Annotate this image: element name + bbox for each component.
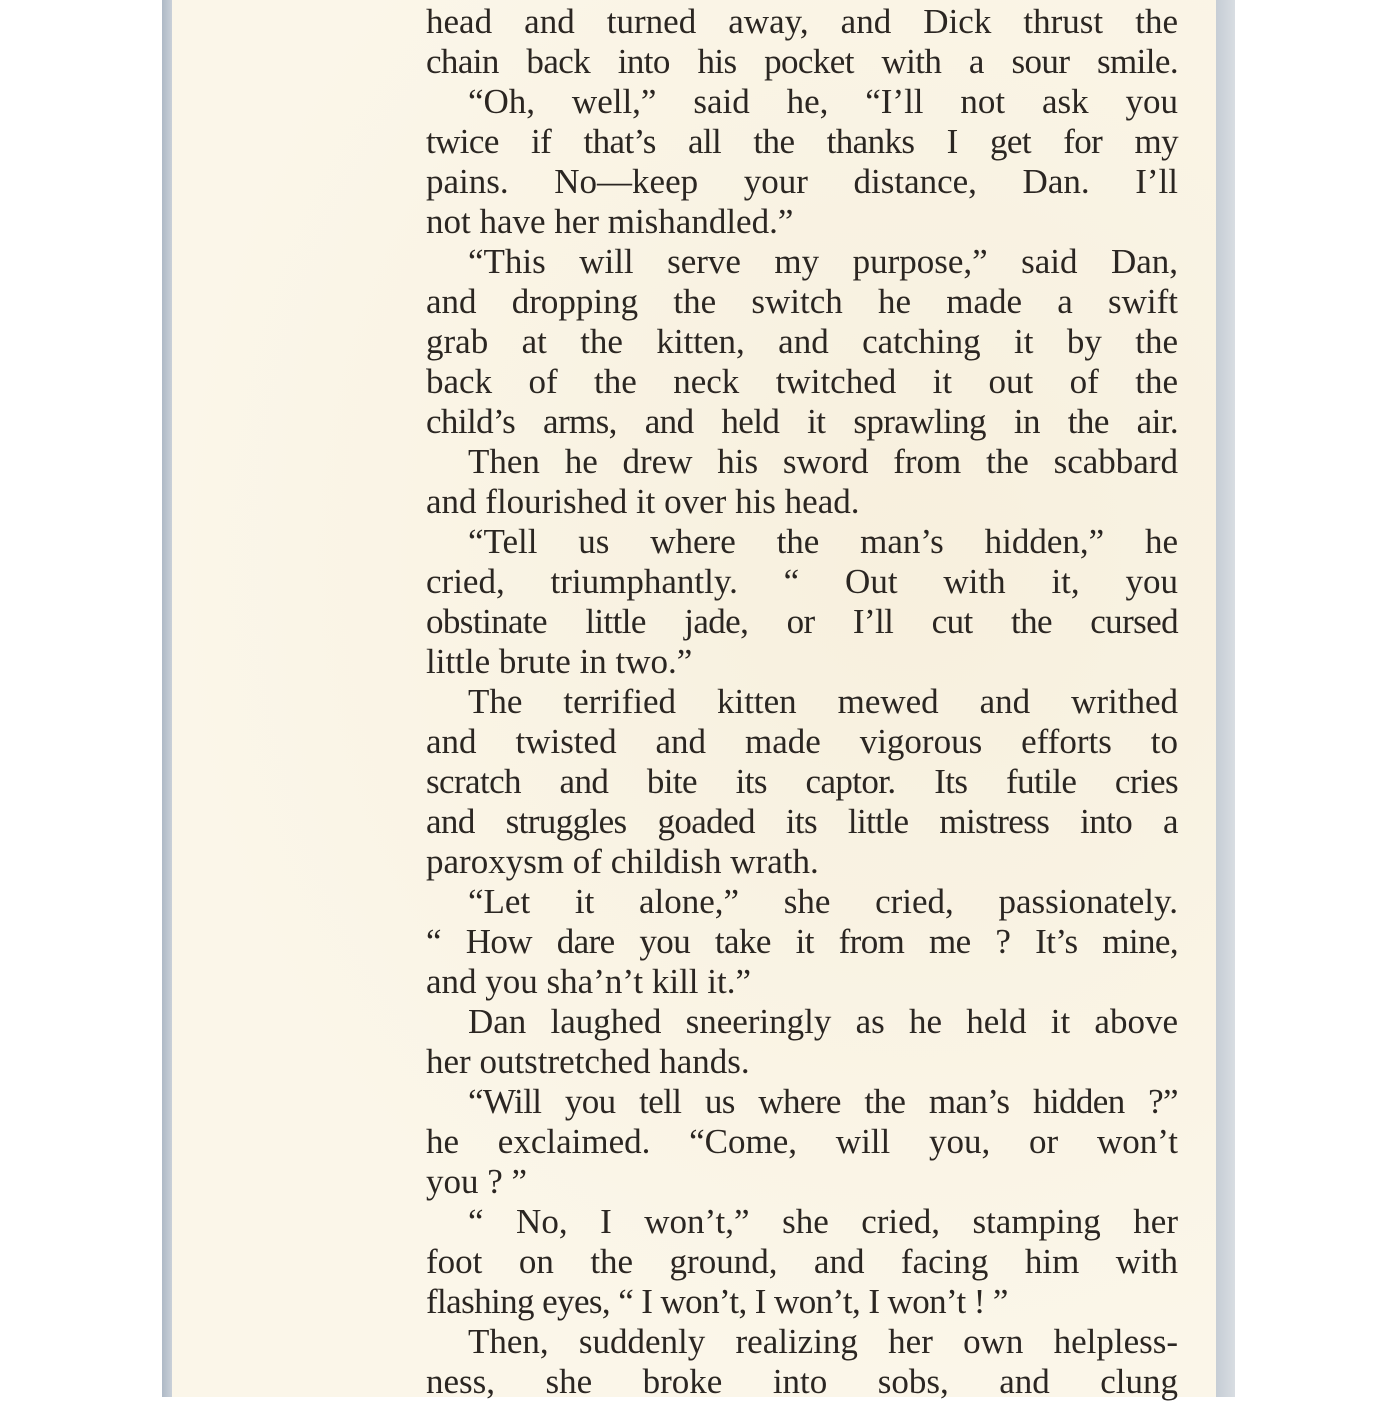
text-line: and struggles goaded its little mistress into a (426, 802, 1178, 841)
text-line: pains. No—keep your distance, Dan. I’ll (426, 162, 1178, 201)
text-line: foot on the ground, and facing him with (426, 1242, 1178, 1281)
text-line: and you sha’n’t kill it.” (426, 962, 751, 1001)
text-line: twice if that’s all the thanks I get for my (426, 122, 1178, 161)
text-line: cried, triumphantly. “ Out with it, you (426, 562, 1178, 601)
page-edge-right (1216, 0, 1235, 1397)
text-line: obstinate little jade, or I’ll cut the cursed (426, 602, 1178, 641)
text-line: and dropping the switch he made a swift (426, 282, 1178, 321)
text-line: Dan laughed sneeringly as he held it above (468, 1002, 1178, 1041)
text-line: you ? ” (426, 1162, 528, 1201)
text-line: “ No, I won’t,” she cried, stamping her (468, 1202, 1178, 1241)
text-line: back of the neck twitched it out of the (426, 362, 1178, 401)
text-line: chain back into his pocket with a sour smile. (426, 42, 1178, 81)
text-line: “This will serve my purpose,” said Dan, (468, 242, 1178, 281)
text-line: head and turned away, and Dick thrust the (426, 2, 1178, 41)
text-line: “Let it alone,” she cried, passionately. (468, 882, 1178, 921)
text-line: “Oh, well,” said he, “I’ll not ask you (468, 82, 1178, 121)
text-line: little brute in two.” (426, 642, 693, 681)
text-line: “ How dare you take it from me ? It’s mine, (426, 922, 1178, 961)
text-line: paroxysm of childish wrath. (426, 842, 819, 881)
text-line: Then he drew his sword from the scabbard (468, 442, 1178, 481)
text-line: and flourished it over his head. (426, 482, 860, 521)
text-line: and twisted and made vigorous efforts to (426, 722, 1178, 761)
text-line: her outstretched hands. (426, 1042, 750, 1081)
text-line: flashing eyes, “ I won’t, I won’t, I won’t ! ” (426, 1282, 1008, 1321)
page-edge-left (162, 0, 172, 1397)
text-line: not have her mishandled.” (426, 202, 794, 241)
text-line: “Tell us where the man’s hidden,” he (468, 522, 1178, 561)
text-line: grab at the kitten, and catching it by the (426, 322, 1178, 361)
text-line: The terrified kitten mewed and writhed (468, 682, 1178, 721)
text-line: ness, she broke into sobs, and clung (426, 1362, 1178, 1401)
text-line: “Will you tell us where the man’s hidden ?” (468, 1082, 1178, 1121)
text-line: scratch and bite its captor. Its futile cries (426, 762, 1178, 801)
text-line: Then, suddenly realizing her own helpless- (468, 1322, 1178, 1361)
text-line: child’s arms, and held it sprawling in the air. (426, 402, 1178, 441)
text-line: he exclaimed. “Come, will you, or won’t (426, 1122, 1178, 1161)
